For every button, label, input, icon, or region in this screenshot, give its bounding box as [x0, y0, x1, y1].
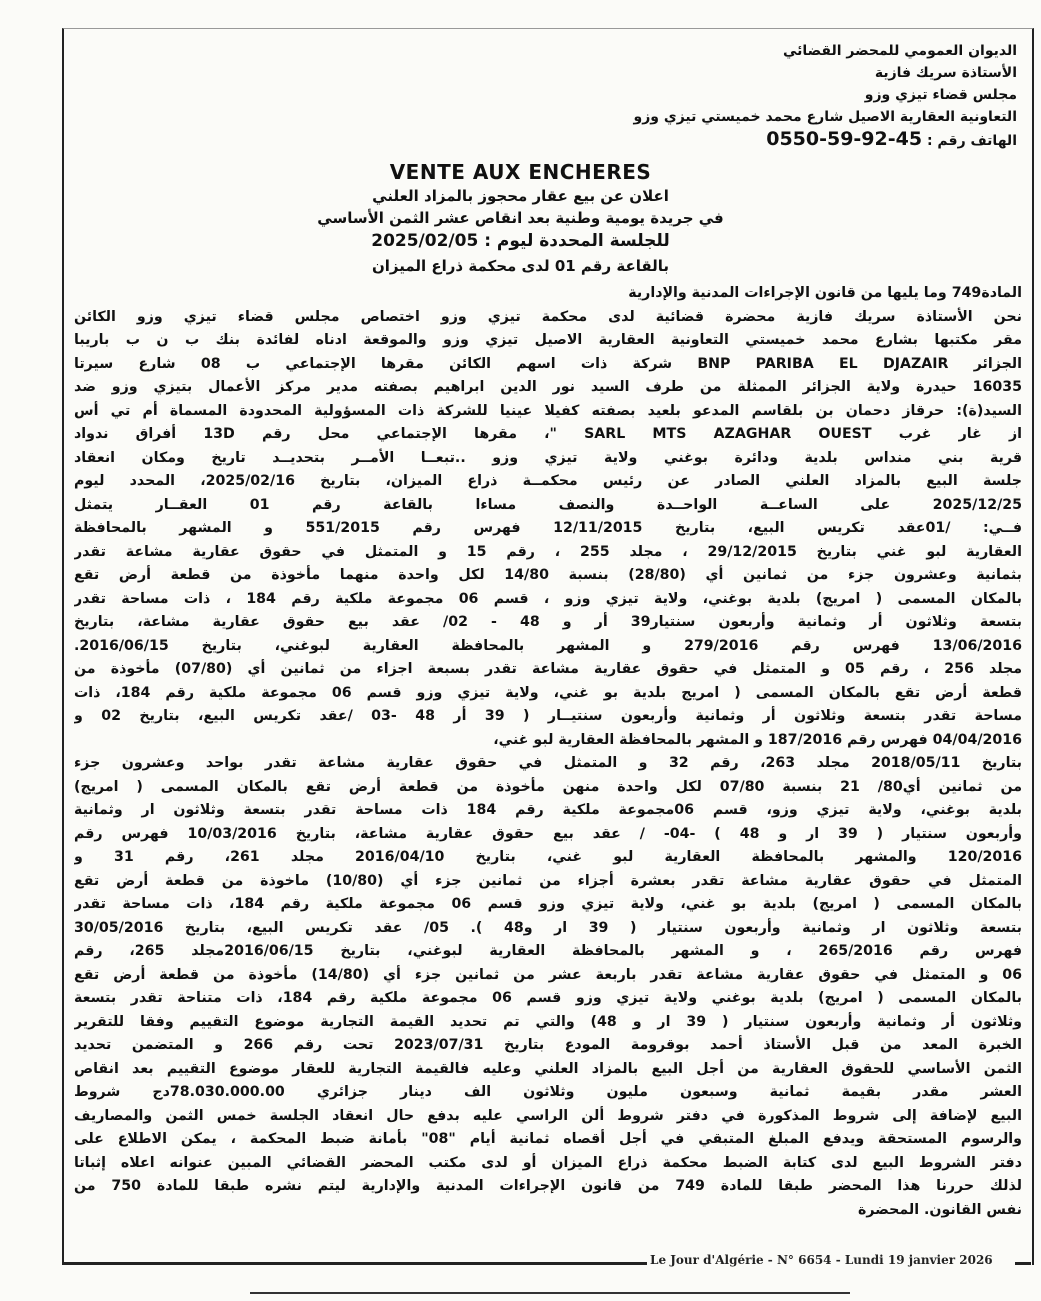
body-line: نفس القانون. المحضرة [857, 1201, 1022, 1218]
body-line: بثمانية وعشرون جزء من ثمانين أي (28/80) بنسبة 14/80 لكل واحدة منهما مأخوذة من قطعة أرض تقع [74, 567, 1022, 583]
body-line: دفتر الشروط البيع لدى كتابة الضبط محكمة ذراع الميزان أو لدى مكتب المحضر القضائي المبين عنوانه اعلاه إثباتا [74, 1154, 1022, 1171]
body-line: 13/06/2016 فهرس رقم 279/2016 و المشهر بالمحافظة العقارية لبوغني، بتاريخ 2016/06/15. [74, 637, 1022, 654]
subtitle: في جريدة يومية وطنية بعد انقاص عشر الثمن الأساسي [317, 209, 724, 227]
body-line: 2025/12/25 على الساعــة الواحــدة والنصف مساءا بالقاعة رقم 01 العقــار يتمثل [74, 496, 1022, 513]
body-line: بالمكان المسمى ( امريج) بلدية بوغني، ولاية تيزي وزو ، قسم 06 مجموعة ملكية رقم 184 ، ذات مساحة تقدر [74, 590, 1022, 607]
body-line: لذلك حررنا هذا المحضر طبقا للمادة 749 من قانون الإجراءات المدنية والإدارية ليتم نشره طبقا للمادة 750 من [74, 1178, 1022, 1194]
body-line: الثمن الأساسي للحقوق العقارية من أجل البيع بالمزاد العلني وعليه فالقيمة التجارية للعقار موضوع التقييم بعد انقاص [74, 1060, 1022, 1077]
notice-title: VENTE AUX ENCHERES [389, 160, 652, 184]
body-line: السيد(ة): حرقاز دحمان بن بلقاسم المدعو بلعيد بصفته كفيلا عينيا للشركة ذات المسؤولية المحدودة المسماة أم تي أس [74, 402, 1022, 419]
newspaper-footer: Le Jour d'Algérie - N° 6654 - Lundi 19 janvier 2026 [650, 1253, 993, 1267]
body-line: بالمكان المسمى ( امريج) بلدية بو غني، ولاية تيزي وزو قسم 06 مجموعة ملكية رقم 184، ذات مساحة تقدر [74, 896, 1022, 912]
header-line: الديوان العمومي للمحضر القضائي [782, 43, 1017, 59]
body-line: والرسوم المستحقة ويدفع المبلغ المتبقي في أجل أقصاه ثمانية أيام "08" بأمانة ضبط المحكمة ، يمكن الاطلاع على [74, 1131, 1022, 1147]
divider [1015, 1262, 1031, 1265]
header-line: الأستاذة سريك فازية [874, 65, 1017, 81]
body-line: از غار غرب SARL MTS AZAGHAR OUEST "، مقرها الإجتماعي محل رقم 13D أفراق ندواد [74, 426, 1022, 442]
body-line: البيع لإضافة إلى شروط المذكورة في دفتر شروط ألن الراسي عليه بدفع حال انعقاد الجلسة خمس الثمن والمصاريف [74, 1107, 1022, 1124]
subtitle: بالقاعة رقم 01 لدى محكمة ذراع الميزان [371, 257, 670, 275]
body-line: مساحة تقدر بتسعة وثلاثون أر وثمانية وأربعون سنتيــار ( 39 أر 48 -03 /عقد تكريس البيع، بتاريخ 02 و [74, 708, 1022, 724]
body-line: فهرس رقم 265/2016 ، و المشهر بالمحافظة العقارية لبوغني، بتاريخ 2016/06/15مجلد 265، رقم [74, 943, 1022, 959]
body-line: بلدية بوغني، ولاية تيزي وزو، قسم 06مجموعة ملكية رقم 184 ذات مساحة تقدر بتسعة وثلاثون ار وثمانية [74, 802, 1022, 818]
body-line: مجلد 256 ، رقم 05 و المتمثل في حقوق عقارية مشاعة تقدر بسبعة اجزاء من ثمانين أي (07/80) مأخوذة من [74, 661, 1022, 677]
body-line: بتاريخ 2018/05/11 مجلد 263، رقم 32 و المتمثل في حقوق عقارية مشاعة تقدر بواحد وعشرون جزء [74, 755, 1022, 771]
body-line: المتمثل في حقوق عقارية مشاعة تقدر بعشرة أجزاء من ثمانين جزء أي (10/80) ماخوذة من قطعة أرض تقع [74, 872, 1022, 889]
header-line: التعاونية العقارية الاصيل شارع محمد خميستي تيزي وزو [633, 109, 1017, 125]
body-line: من ثمانين أي80/ 21 بنسبة 07/80 لكل واحدة منهن مأخوذة من قطعة أرض تقع بالمكان المسمى ( امريج) [74, 778, 1022, 795]
body-line: فــي: /01عقد تكريس البيع، بتاريخ 12/11/2015 فهرس رقم 551/2015 و المشهر بالمحافظة [74, 520, 1022, 536]
body-line: الجزائر BNP PARIBA EL DJAZAIR شركة ذات اسهم الكائن مقرها الإجتماعي ب 08 شارع سيرتا [74, 355, 1022, 372]
subtitle: اعلان عن بيع عقار محجوز بالمزاد العلني [372, 187, 669, 205]
body-line: المادة749 وما يليها من قانون الإجراءات المدنية والإدارية [628, 285, 1022, 301]
body-line: بتسعة وثلاثون أر وثمانية وأربعون سنتيار39 أر و 48 - 02/ عقد بيع حقوق عقارية مشاعة، بتاريخ [74, 614, 1022, 630]
header-line: مجلس قضاء تيزي وزو [864, 87, 1017, 103]
body-line: 04/04/2016 فهرس رقم 187/2016 و المشهر بالمحافظة العقارية لبو غني، [493, 731, 1022, 748]
phone-label: الهاتف رقم : [926, 133, 1017, 149]
issuer-header [634, 40, 1017, 152]
body-line: وثلاثون أر وثمانية وأربعون سنتيار ( 39 ار و 48) والتي تم تحديد القيمة التجارية موضوع التقييم وفقا للتقرير [74, 1013, 1022, 1030]
divider [62, 1262, 647, 1265]
body-line: الخبرة المعد من قبل الأستاذ أحمد بوقرومة المودع بتاريخ 2023/07/31 تحت رقم 266 و المتضمن تحديد [74, 1037, 1022, 1053]
body-line: قرية بني منداس بلدية ودائرة بوغني ولاية تيزي وزو ..تبعــا الأمــر بتحديــد تاريخ ومكان انعقاد [74, 449, 1022, 466]
divider [250, 1292, 850, 1294]
phone-line [634, 128, 1017, 152]
body-line: جلسة البيع بالمزاد العلني الصادر عن رئيس محكمــة ذراع الميزان، بتاريخ 2025/02/16، المحدد ليوم [74, 473, 1022, 489]
body-line: وأربعون سنتيار ( 39 ار و 48 ) -04- / عقد بيع حقوق عقارية مشاعة، بتاريخ 10/03/2016 فهرس رقم [74, 825, 1022, 842]
body-line: العشر مقدر بقيمة ثمانية وسبعون مليون وثلاثون الف دينار جزائري 78.030.000.00دج شروط [74, 1084, 1022, 1100]
body-line: بتسعة وثلاثون ار وثمانية وأربعون سنتيار ( 39 ار و48 ). 05/ عقد تكريس البيع، بتاريخ 30/05/2016 [74, 919, 1022, 936]
session-date: للجلسة المحددة ليوم : 2025/02/05 [371, 231, 670, 251]
body-line: بالمكان المسمى ( امريج) بلدية بوغني ولاية تيزي وزو قسم 06 مجموعة ملكية رقم 184، ذات متناحة تقدر بتسعة [74, 990, 1022, 1006]
body-line: 06 و المتمثل في حقوق عقارية مشاعة تقدر باربعة عشر من ثمانين جزء أي (14/80) مأخوذة من قطعة أرض تقع [74, 966, 1022, 983]
phone-number: 0550-59-92-45 [766, 128, 923, 150]
body-line: مقر مكتبها بشارع محمد خميستي التعاونية العقارية الاصيل تيزي وزو والموقعة ادناه لفائدة بنك ب ن ب باريبا [74, 332, 1022, 348]
body-line: نحن الأستاذة سريك فازية محضرة قضائية لدى محكمة تيزي وزو اختصاص مجلس قضاء تيزي وزو الكائن [74, 308, 1022, 325]
body-line: 16035 حيدرة ولاية الجزائر الممثلة من طرف السيد نور الدين ابراهيم بصفته مدير مركز الأعمال بتيزي وزو ضد [74, 379, 1022, 395]
body-line: قطعة أرض تقع بالمكان المسمى ( امريج بلدية بو غني، ولاية تيزي وزو قسم 06 مجموعة ملكية رقم 184، ذات [74, 684, 1022, 701]
body-line: 120/2016 والمشهر بالمحافظة العقارية لبو غني، بتاريخ 2016/04/10 مجلد 261، رقم 31 و [74, 849, 1022, 865]
notice-body [74, 282, 1022, 1222]
body-line: العقارية لبو غني بتاريخ 29/12/2015 ، مجلد 255 ، رقم 15 و المتمثل في حقوق عقارية مشاعة تقدر [74, 543, 1022, 560]
